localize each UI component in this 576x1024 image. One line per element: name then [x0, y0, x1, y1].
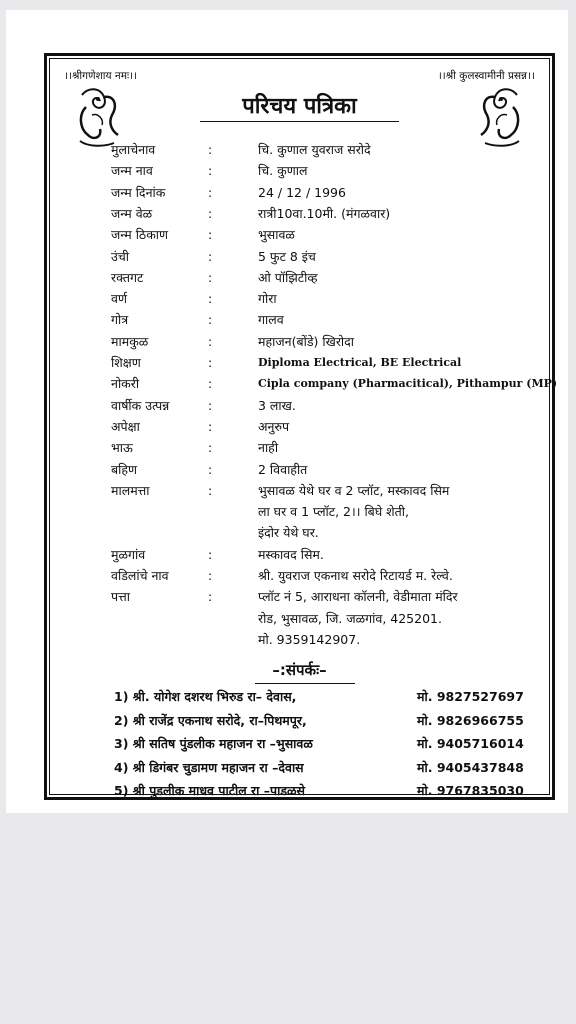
field-value: 3 लाख.: [258, 397, 296, 413]
field-value: चि. कुणाल युवराज सरोदे: [258, 142, 371, 157]
field-colon: :: [208, 269, 213, 285]
field-label: रक्तगट: [111, 269, 144, 285]
field-colon: :: [208, 205, 213, 221]
field-value: महाजन(बोंडे) खिरोदा: [258, 333, 355, 349]
field-value: भुसावळ येथे घर व 2 प्लॉट, मस्कावद सिम: [258, 482, 450, 498]
contact-name: 3) श्री सतिष पुंडलीक महाजन रा –भुसावळ: [114, 736, 313, 751]
field-colon: :: [208, 355, 213, 370]
contact-name: 4) श्री डिगंबर चुडामण महाजन रा –देवास: [114, 759, 304, 775]
field-value: गालव: [258, 312, 284, 328]
contacts-heading: –:संपर्कः–: [272, 661, 327, 679]
field-value: Diploma Electrical, BE Electrical: [258, 356, 462, 369]
field-value: भुसावळ: [258, 227, 295, 243]
field-colon: :: [208, 248, 213, 264]
document-page: [6, 10, 568, 813]
contact-row: [50, 685, 549, 709]
contact-mobile: मो. 9827527697: [417, 689, 524, 704]
field-value: रात्री10वा.10मी. (मंगळवार): [258, 205, 391, 221]
field-value: नाही: [258, 440, 279, 456]
field-colon: :: [208, 312, 213, 328]
field-colon: :: [208, 440, 213, 456]
field-value: मो. 9359142907.: [258, 631, 361, 647]
contact-mobile: मो. 9405716014: [417, 736, 524, 751]
field-colon: :: [208, 333, 213, 349]
contacts-heading-underline: [255, 683, 355, 684]
field-value: Cipla company (Pharmacitical), Pithampur (MP): [258, 377, 558, 391]
field-value: श्री. युवराज एकनाथ सरोदे रिटायर्ड म. रेल्वे.: [258, 568, 453, 583]
field-colon: :: [208, 397, 213, 413]
field-colon: :: [208, 546, 213, 562]
field-colon: :: [208, 568, 213, 583]
field-label: वडिलांचे नाव: [111, 568, 169, 583]
field-value: गोरा: [258, 291, 277, 307]
field-colon: :: [208, 461, 213, 477]
field-value: 5 फुट 8 इंच: [258, 248, 316, 264]
field-label: जन्म ठिकाण: [111, 227, 169, 243]
field-label: मामकुळ: [111, 333, 149, 349]
field-label: वर्ण: [111, 291, 127, 307]
field-label: मुळगांव: [111, 546, 146, 562]
field-colon: :: [208, 291, 213, 307]
contact-name: 5) श्री पुडलीक माधव पाटील रा –पाडळसे: [114, 783, 305, 798]
field-label: उंची: [111, 248, 130, 264]
contact-row: [50, 779, 549, 803]
right-invocation: ।।श्री कुलस्वामीनी प्रसन्न।।: [437, 70, 535, 82]
field-label: पत्ता: [111, 589, 130, 605]
contact-mobile: मो. 9405437848: [417, 759, 524, 775]
field-value: 24 / 12 / 1996: [258, 184, 346, 200]
field-value: 2 विवाहीत: [258, 461, 308, 477]
field-value: प्लॉट नं 5, आराधना कॉलनी, वेडीमाता मंदिर: [258, 589, 458, 605]
field-label: मुलाचेनाव: [111, 142, 156, 157]
field-label: नोकरी: [111, 376, 140, 392]
field-colon: :: [208, 482, 213, 498]
field-colon: :: [208, 376, 213, 392]
field-colon: :: [208, 589, 213, 605]
title-underline: [200, 121, 399, 122]
field-colon: :: [208, 418, 213, 434]
field-colon: :: [208, 184, 213, 200]
field-colon: :: [208, 142, 213, 157]
field-colon: :: [208, 227, 213, 243]
contact-mobile: मो. 9826966755: [417, 712, 524, 728]
field-label: मालमत्ता: [111, 482, 150, 498]
field-label: जन्म वेळ: [111, 205, 153, 221]
page-title: परिचय पत्रिका: [242, 94, 357, 119]
field-label: जन्म नाव: [111, 163, 153, 179]
field-label: जन्म दिनांक: [111, 184, 166, 200]
field-label: गोत्र: [111, 312, 129, 328]
left-invocation: ।।श्रीगणेशाय नमः।।: [64, 70, 138, 82]
contact-name: 2) श्री राजेंद्र एकनाथ सरोदे, रा–पिथमपूर,: [114, 712, 307, 728]
contact-name: 1) श्री. योगेश दशरथ भिरुड रा– देवास,: [114, 689, 297, 704]
contact-row: [50, 732, 549, 756]
document-border: [44, 53, 558, 800]
field-value: ला घर व 1 प्लॉट, 2।। बिघे शेती,: [258, 504, 410, 520]
field-label: शिक्षण: [111, 355, 141, 370]
field-value: अनुरुप: [258, 418, 290, 434]
field-colon: :: [208, 163, 213, 179]
contact-row: [50, 756, 549, 780]
contact-row: [50, 709, 549, 733]
field-value: मस्कावद सिम.: [258, 546, 324, 562]
field-value: इंदोर येथे घर.: [258, 525, 319, 541]
field-value: ओ पॉझिटीव्ह: [258, 269, 318, 285]
field-value: रोड, भुसावळ, जि. जळगांव, 425201.: [258, 610, 442, 626]
field-value: चि. कुणाल: [258, 163, 308, 179]
field-label: अपेक्षा: [111, 418, 140, 434]
field-label: बहिण: [111, 461, 138, 477]
contact-mobile: मो. 9767835030: [417, 783, 524, 798]
field-label: भाऊ: [111, 440, 133, 456]
field-label: वार्षीक उत्पन्न: [111, 397, 170, 413]
inner-border: [49, 58, 558, 798]
